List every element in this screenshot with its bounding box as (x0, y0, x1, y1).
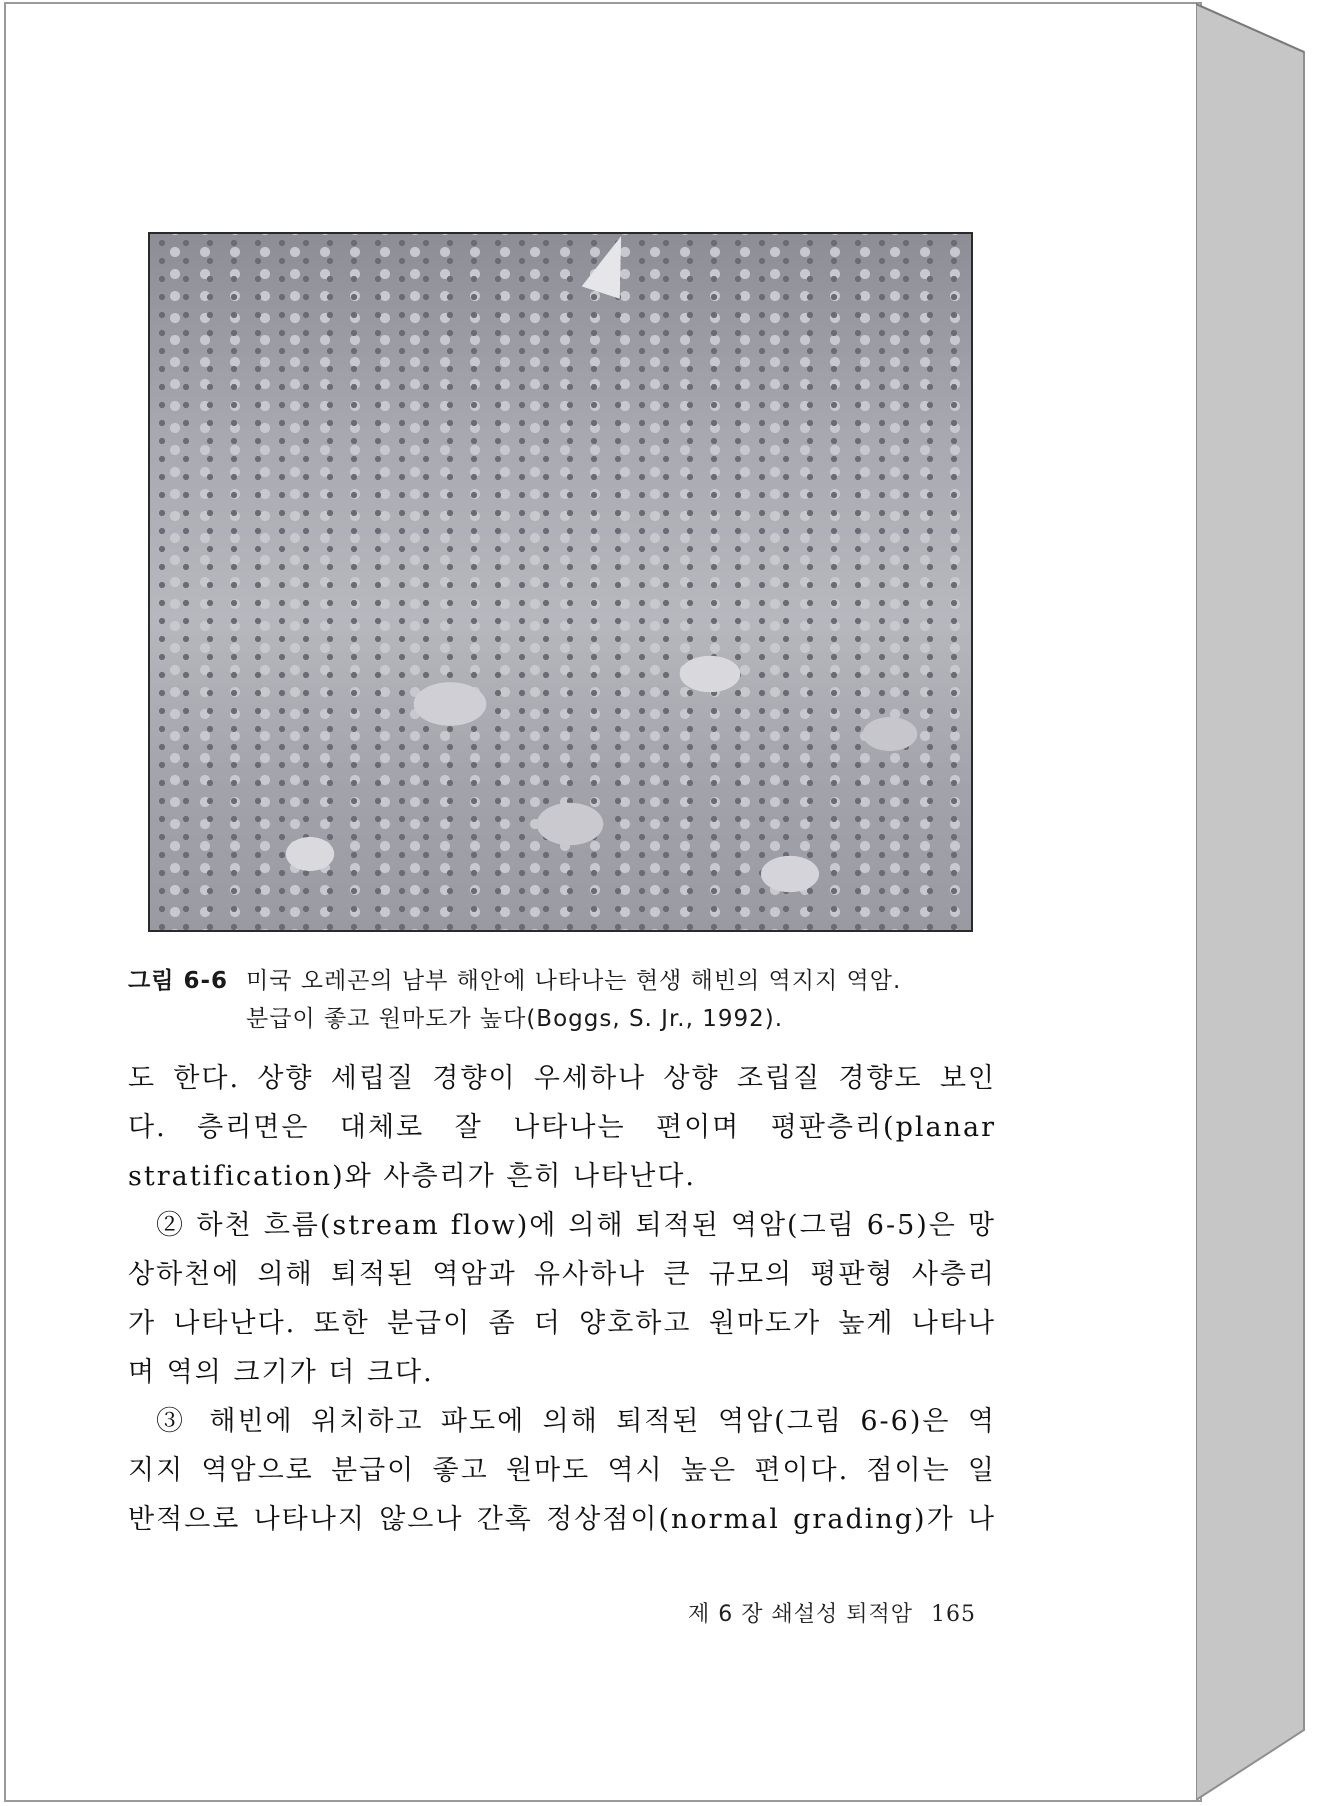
body-line: 반적으로 나타나지 않으나 간혹 정상점이(normal grading)가 나 (128, 1504, 996, 1535)
body-line: stratification)와 사층리가 흔히 나타난다. (128, 1161, 696, 1192)
body-line: 지지 역암으로 분급이 좋고 원마도 역시 높은 편이다. 점이는 일 (128, 1455, 996, 1486)
running-head (646, 1597, 976, 1628)
body-line: ② 하천 흐름(stream flow)에 의해 퇴적된 역암(그림 6-5)은 망 (156, 1210, 996, 1241)
book-edge (1196, 0, 1343, 1806)
caption-text-1: 미국 오레곤의 남부 해안에 나타나는 현생 해빈의 역지지 역암. (246, 968, 902, 994)
figure-label: 그림 6-6 (128, 968, 228, 994)
beach-gravel-photo (148, 232, 973, 932)
caption-line-2: 분급이 좋고 원마도가 높다(Boggs, S. Jr., 1992). (246, 1006, 784, 1032)
body-line: 상하천에 의해 퇴적된 역암과 유사하나 큰 규모의 평판형 사층리 (128, 1259, 996, 1290)
photo-rock-shard (582, 229, 639, 298)
body-text (128, 1054, 996, 1544)
caption-line-1 (128, 962, 1008, 1000)
page-number: 165 (931, 1602, 976, 1627)
figure-caption (128, 962, 1008, 1038)
body-line: ③ 해빈에 위치하고 파도에 의해 퇴적된 역암(그림 6-6)은 역 (156, 1406, 996, 1437)
body-line: 도 한다. 상향 세립질 경향이 우세하나 상향 조립질 경향도 보인 (128, 1063, 996, 1094)
body-line: 다. 층리면은 대체로 잘 나타나는 편이며 평판층리(planar (128, 1112, 996, 1143)
book-page (4, 2, 1202, 1802)
body-line: 며 역의 크기가 더 크다. (128, 1357, 434, 1388)
body-line: 가 나타난다. 또한 분급이 좀 더 양호하고 원마도가 높게 나타나 (128, 1308, 996, 1339)
chapter-title: 제 6 장 쇄설성 퇴적암 (688, 1602, 913, 1627)
